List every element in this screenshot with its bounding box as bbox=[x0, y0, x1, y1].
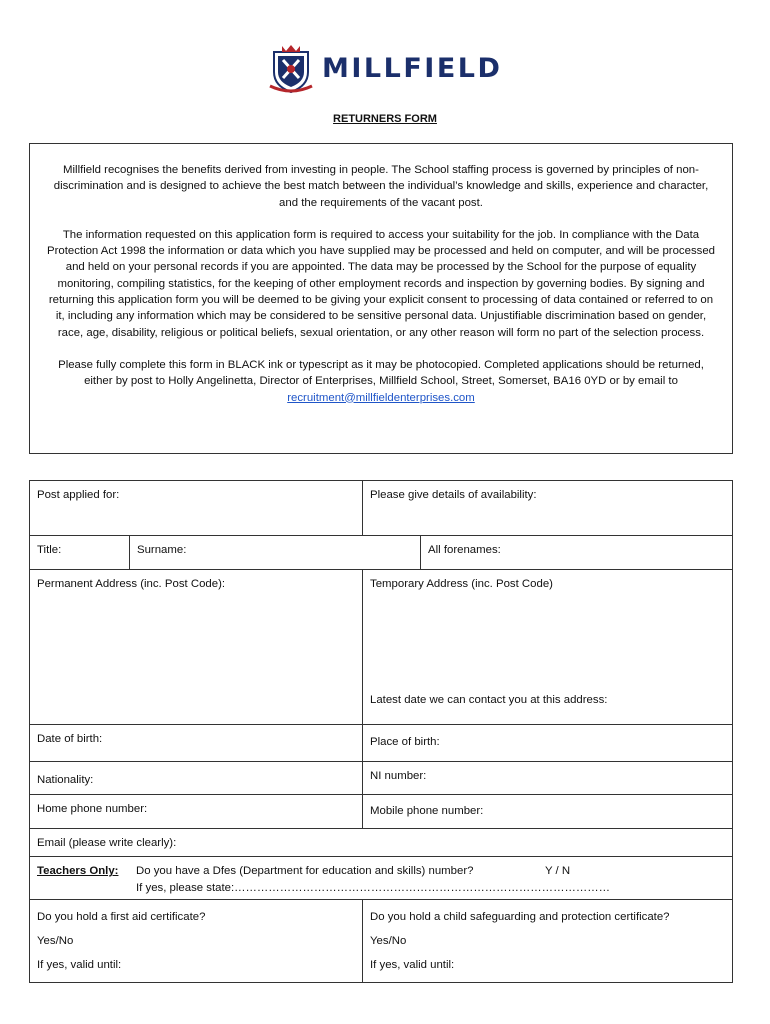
brand-name: MILLFIELD bbox=[322, 52, 503, 84]
first-aid-yes-no: Yes/No bbox=[37, 935, 74, 947]
surname-label: Surname: bbox=[137, 544, 187, 556]
safeguarding-field[interactable] bbox=[362, 899, 733, 983]
email-field[interactable] bbox=[29, 828, 733, 857]
dob-field[interactable] bbox=[29, 724, 363, 762]
teachers-only-section[interactable] bbox=[29, 856, 733, 900]
mobile-phone-label: Mobile phone number: bbox=[370, 805, 484, 817]
availability-label: Please give details of availability: bbox=[370, 489, 537, 501]
first-aid-field[interactable] bbox=[29, 899, 363, 983]
ni-number-field[interactable] bbox=[362, 761, 733, 795]
recruitment-email-link[interactable]: recruitment@millfieldenterprises.com bbox=[287, 391, 475, 404]
safeguarding-valid-until: If yes, valid until: bbox=[370, 959, 455, 971]
safeguarding-question: Do you hold a child safeguarding and protection certificate? bbox=[370, 911, 670, 923]
intro-paragraph-3 bbox=[44, 357, 718, 406]
intro-paragraph-2: The information requested on this application form is required to access your suitability for the job. In compliance with the Data Protection Act 1998 the information or data which you have supplied may be processed and held on computer, and will be processed and held on your personal records if you are appointed. The data may be processed by the School for the purpose of equality monitoring, compiling statistics, for the keeping of other employment records and inspection by governing bodies. By signing and returning this application form you will be deemed to be giving your explicit consent to processing of data contained or referred to on it, including any information which may be considered to be sensitive personal data. Unjustifiable discrimination based on gender, race, age, disability, religious or political beliefs, sexual orientation, or any other reason will form no part of the selection process. bbox=[46, 228, 716, 339]
nationality-field[interactable] bbox=[29, 761, 363, 795]
nationality-label: Nationality: bbox=[37, 774, 94, 786]
place-of-birth-field[interactable] bbox=[362, 724, 733, 762]
teachers-only-label: Teachers Only: bbox=[37, 865, 119, 877]
forenames-field[interactable] bbox=[420, 535, 733, 570]
millfield-logo bbox=[268, 42, 502, 94]
dfes-yes-no: Y / N bbox=[545, 865, 571, 877]
post-applied-label: Post applied for: bbox=[37, 489, 120, 501]
safeguarding-yes-no: Yes/No bbox=[370, 935, 407, 947]
permanent-address-field[interactable] bbox=[29, 569, 363, 725]
place-of-birth-label: Place of birth: bbox=[370, 736, 440, 748]
dfes-question: Do you have a Dfes (Department for education and skills) number? bbox=[136, 865, 474, 877]
first-aid-valid-until: If yes, valid until: bbox=[37, 959, 122, 971]
temporary-address-label: Temporary Address (inc. Post Code) bbox=[370, 578, 553, 590]
email-label: Email (please write clearly): bbox=[37, 837, 177, 849]
application-form bbox=[29, 480, 733, 983]
return-instructions: Please fully complete this form in BLACK ink or typescript as it may be photocopied. Completed applications should be returned, either by post to Holly Angelinetta, Director of Enterprises, Millfield School, Street, Somerset, BA16 0YD or by email to bbox=[58, 358, 704, 388]
dfes-if-yes-label: If yes, please state:……………………………………………………………………………………… bbox=[136, 882, 611, 894]
mobile-phone-field[interactable] bbox=[362, 794, 733, 829]
home-phone-label: Home phone number: bbox=[37, 803, 148, 815]
intro-box bbox=[29, 143, 733, 454]
page-title: RETURNERS FORM bbox=[333, 113, 437, 125]
first-aid-question: Do you hold a first aid certificate? bbox=[37, 911, 206, 923]
post-applied-field[interactable] bbox=[29, 480, 363, 536]
availability-field[interactable] bbox=[362, 480, 733, 536]
intro-paragraph-1: Millfield recognises the benefits derived from investing in people. The School staffing process is governed by principles of non-discrimination and is designed to achieve the best match between the individual’s knowledge and skills, experience and character, and the requirements of the vacant post. bbox=[53, 164, 709, 209]
latest-date-label: Latest date we can contact you at this address: bbox=[370, 694, 608, 706]
dob-label: Date of birth: bbox=[37, 733, 103, 745]
home-phone-field[interactable] bbox=[29, 794, 363, 829]
permanent-address-label: Permanent Address (inc. Post Code): bbox=[37, 578, 226, 590]
title-field[interactable] bbox=[29, 535, 130, 570]
forenames-label: All forenames: bbox=[428, 544, 501, 556]
title-label: Title: bbox=[37, 544, 62, 556]
school-crest-icon bbox=[268, 42, 314, 94]
temporary-address-field[interactable] bbox=[362, 569, 733, 725]
surname-field[interactable] bbox=[129, 535, 421, 570]
ni-number-label: NI number: bbox=[370, 770, 427, 782]
